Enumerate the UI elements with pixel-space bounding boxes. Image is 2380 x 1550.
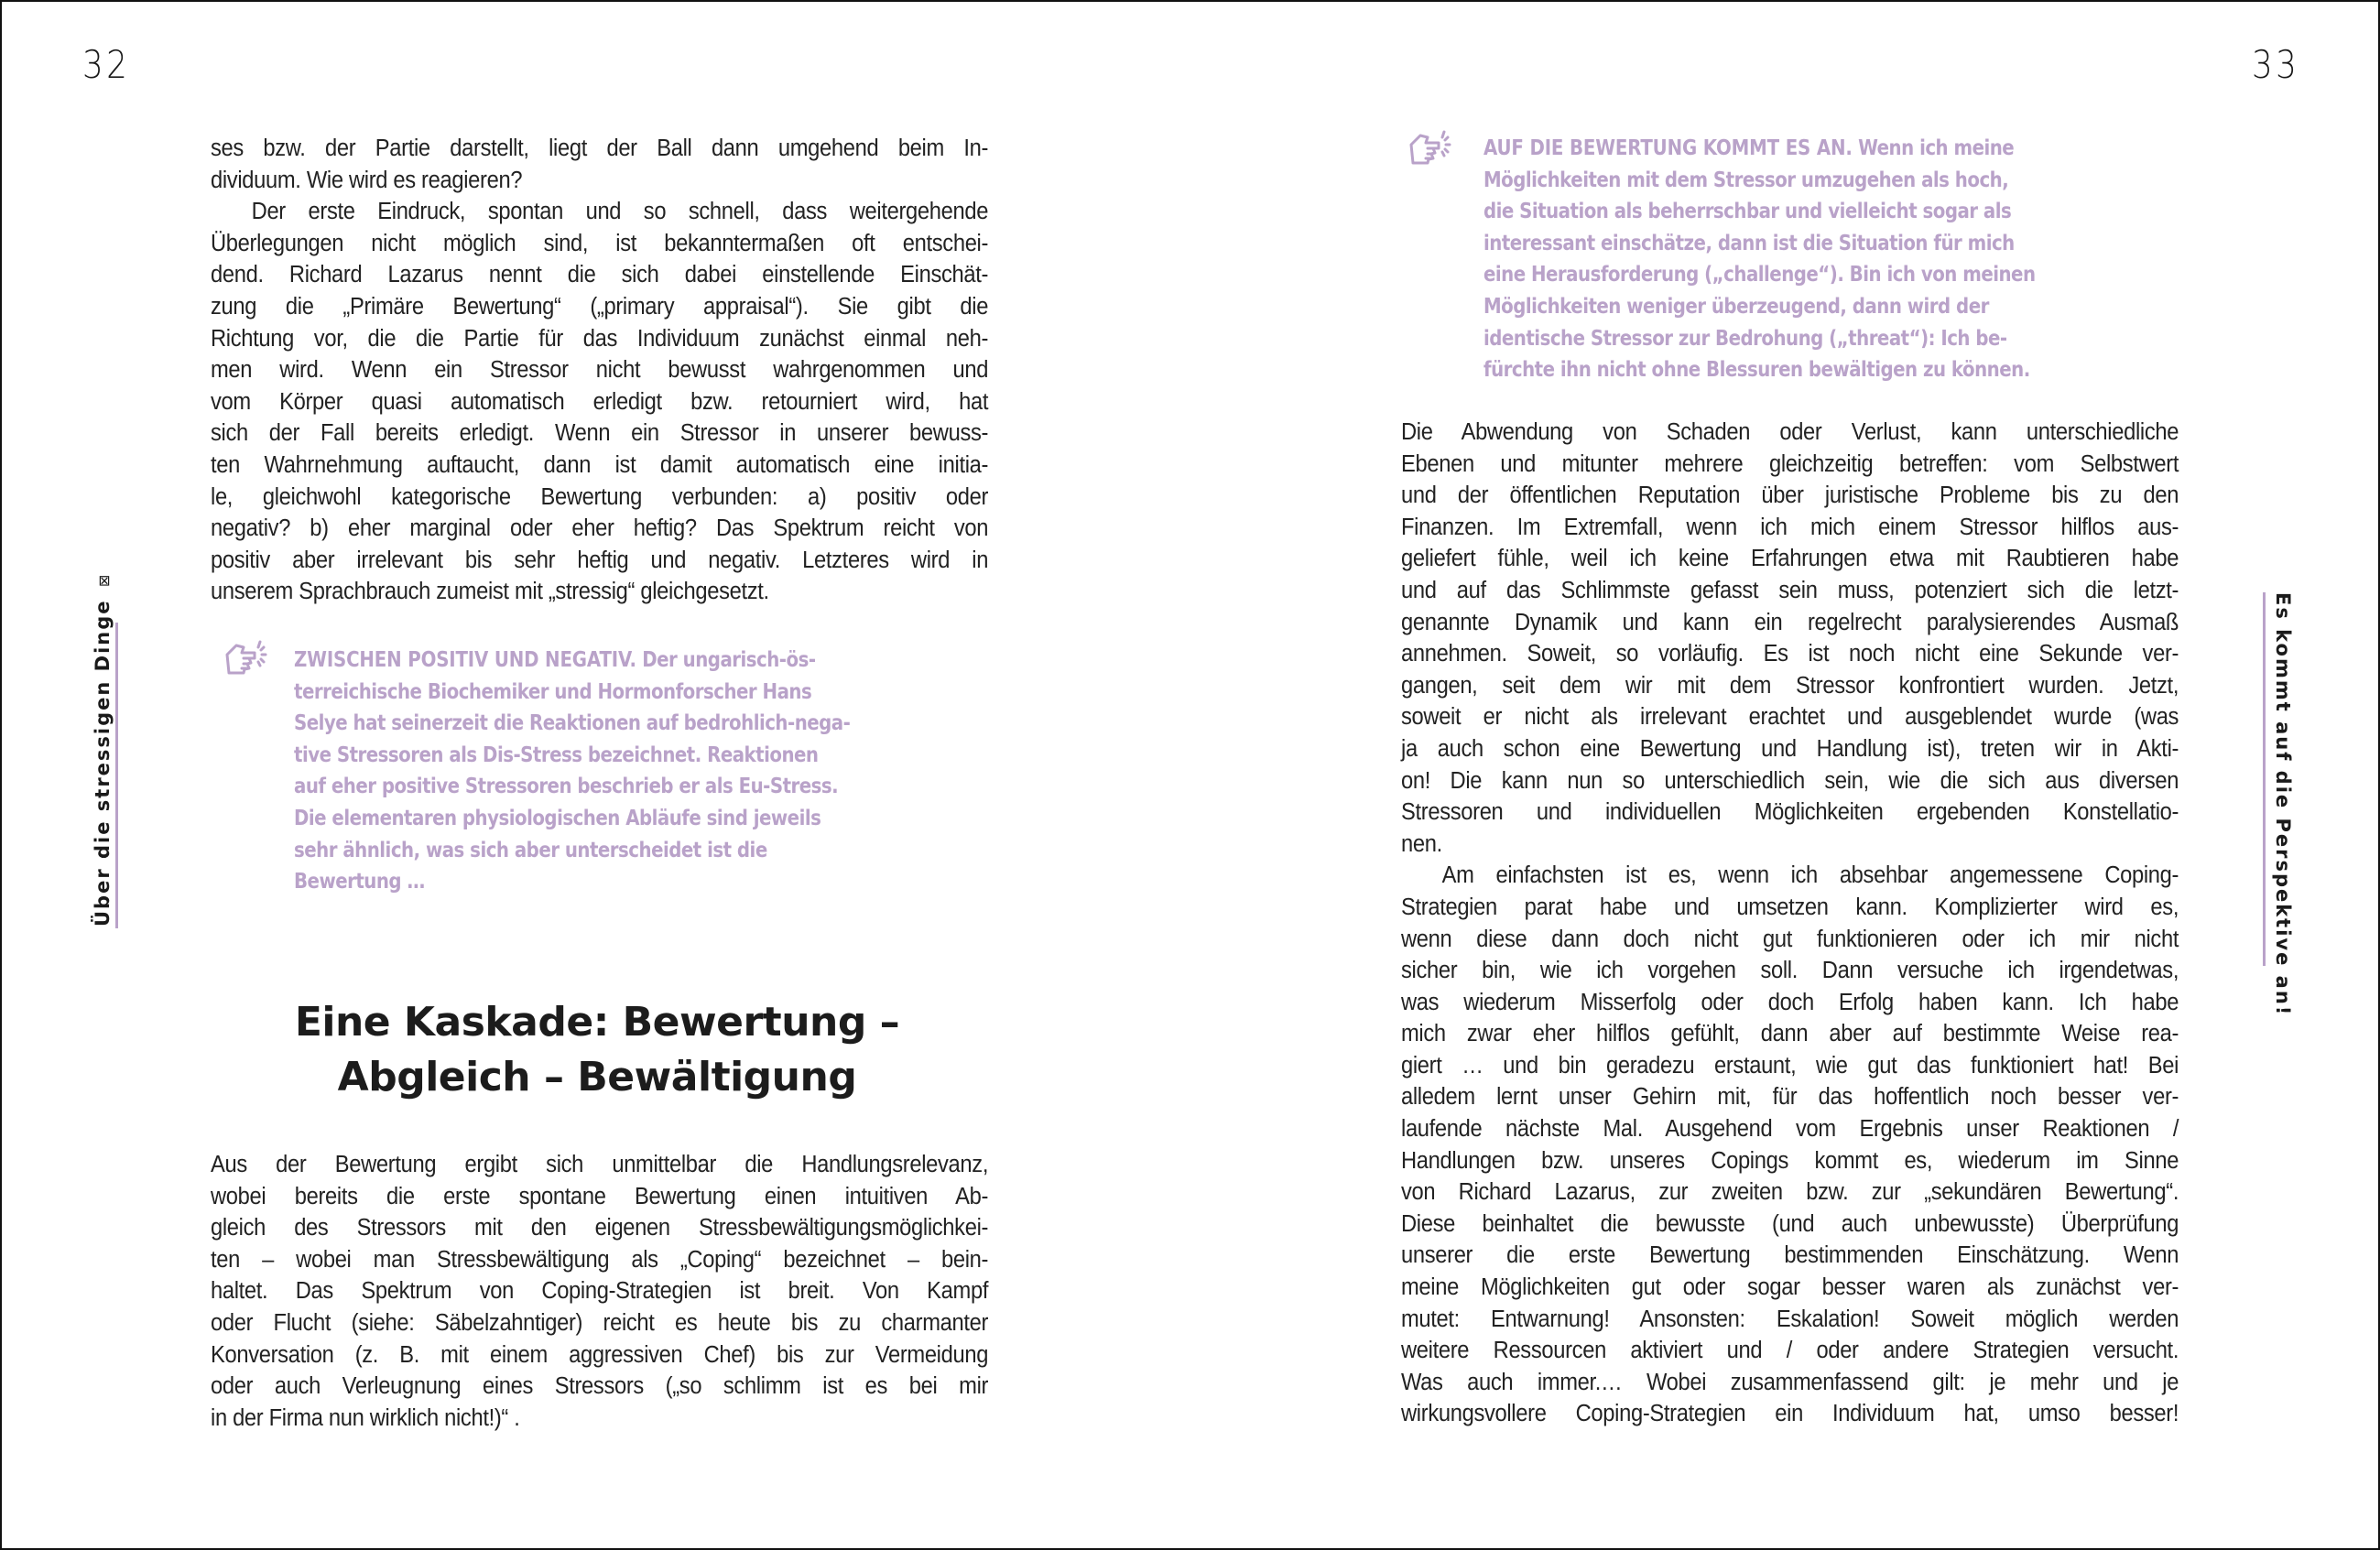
- text-line: genannte Dynamik und kann ein regelrecht paralysierendes Ausmaß: [1401, 609, 2179, 635]
- text-line: alledem lernt unser Gehirn mit, für das hoffentlich noch besser ver-: [1401, 1084, 2179, 1111]
- left-section-text: [211, 1149, 989, 1434]
- callout-line: interessant einschätze, dann ist die Situation für mich: [1483, 231, 2015, 255]
- text-line: oder auch Verleugnung eines Stressors („so schlimm ist es bei mir: [211, 1373, 989, 1400]
- right-body-text: [1401, 417, 2179, 1430]
- text-line: mutet: Entwarnung! Ansonsten: Eskalation! Soweit möglich werden: [1401, 1306, 2179, 1332]
- side-label-rule-right: [2263, 592, 2266, 966]
- text-line: soweit er nicht als irrelevant erachtet und ausgeblendet wurde (was: [1401, 704, 2179, 731]
- callout-line: eine Herausforderung („challenge“). Bin ich von meinen: [1483, 263, 2036, 287]
- text-line: men wird. Wenn ein Stressor nicht bewusst wahrgenommen und: [211, 357, 989, 384]
- text-line: laufende nächste Mal. Ausgehend vom Ergebnis unser Reaktionen /: [1401, 1116, 2179, 1143]
- side-label-rule-left: [115, 623, 118, 928]
- callout-line: Die elementaren physiologischen Abläufe sind jeweils: [294, 806, 821, 830]
- text-line: was wiederum Misserfolg oder doch Erfolg haben kann. Ich habe: [1401, 989, 2179, 1015]
- text-line: annehmen. Soweit, so vorläufig. Es ist noch nicht eine Sekunde ver-: [1401, 641, 2179, 667]
- text-line: gangen, seit dem wir mit dem Stressor konfrontiert wurden. Jetzt,: [1401, 672, 2179, 699]
- text-line: Der erste Eindruck, spontan und so schnell, dass weitergehende: [251, 199, 989, 225]
- callout-line: sehr ähnlich, was sich aber unterscheidet ist die: [294, 838, 767, 862]
- text-line: zung die „Primäre Bewertung“ („primary appraisal“). Sie gibt die: [211, 293, 989, 320]
- text-line: Überlegungen nicht möglich sind, ist bekanntermaßen oft entschei-: [211, 230, 989, 256]
- text-line: Aus der Bewertung ergibt sich unmittelbar die Handlungsrelevanz,: [211, 1152, 989, 1177]
- text-line: Strategien parat habe und umsetzen kann. Komplizierter wird es,: [1401, 894, 2179, 920]
- text-line: haltet. Das Spektrum von Coping-Strategien ist breit. Von Kampf: [211, 1278, 989, 1305]
- text-line: ten – wobei man Stressbewältigung als „Coping“ bezeichnet – bein-: [211, 1246, 989, 1273]
- text-line: wobei bereits die erste spontane Bewertung einen intuitiven Ab-: [211, 1183, 989, 1209]
- text-line: mich zwar eher hilflos gefühlt, dann aber auf bestimmte Weise rea-: [1401, 1021, 2179, 1047]
- boxed-x-icon: ⊠: [95, 572, 113, 588]
- text-line: Finanzen. Im Extremfall, wenn ich mich einem Stressor hilflos aus-: [1401, 514, 2179, 540]
- callout-lead: ZWISCHEN POSITIV UND NEGATIV.: [294, 648, 636, 672]
- text-line: geliefert fühle, weil ich keine Erfahrungen etwa mit Raubtieren habe: [1401, 546, 2179, 572]
- text-line: sich der Fall bereits erledigt. Wenn ein Stressor in unserer bewuss-: [211, 420, 989, 447]
- text-line: in der Firma nun wirklich nicht!)“ .: [211, 1404, 520, 1431]
- text-line: unserer die erste Bewertung bestimmenden Einschätzung. Wenn: [1401, 1242, 2179, 1269]
- text-line: Diese beinhaltet die bewusste (und auch unbewusste) Überprüfung: [1401, 1210, 2179, 1237]
- callout-lead: AUF DIE BEWERTUNG KOMMT ES AN.: [1483, 136, 1853, 160]
- page-number-left: 32: [82, 42, 131, 87]
- text-line: Handlungen bzw. unseres Copings kommt es, wiederum im Sinne: [1401, 1147, 2179, 1174]
- text-line: ses bzw. der Partie darstellt, liegt der Ball dann umgehend beim In-: [211, 135, 989, 161]
- text-line: gleich des Stressors mit den eigenen Stressbewältigungsmöglichkei-: [211, 1215, 989, 1241]
- text-line: Richtung vor, die die Partie für das Individuum zunächst einmal neh-: [211, 325, 989, 352]
- left-body-text: [211, 133, 989, 608]
- text-line: le, gleichwohl kategorische Bewertung verbunden: a) positiv oder: [211, 483, 989, 510]
- callout-left: ZWISCHEN POSITIV UND NEGATIV. Der ungarisch-ös- terreichische Biochemiker und Hormonforscher Hans Selye hat seinerzeit die Reaktionen auf bedrohlich-nega- tive Stressoren als Dis-Stress bezeichnet. Reaktionen auf eher positive Stressoren beschrieb er als Eu-Stress. Die elementaren physiologischen Abläufe sind jeweils sehr ähnlich, was sich aber unterscheidet ist die Bewertung …: [294, 645, 940, 898]
- callout-line: fürchte ihn nicht ohne Blessuren bewältigen zu können.: [1483, 358, 2030, 383]
- page-number-right: 33: [2252, 42, 2300, 87]
- text-line: von Richard Lazarus, zur zweiten bzw. zur „sekundären Bewertung“.: [1401, 1179, 2179, 1206]
- text-line: on! Die kann nun so unterschiedlich sein, wie die sich aus diversen: [1401, 767, 2179, 794]
- callout-line: die Situation als beherrschbar und vielleicht sogar als: [1483, 200, 2012, 224]
- text-line: sicher bin, wie ich vorgehen soll. Dann versuche ich irgendetwas,: [1401, 958, 2179, 984]
- text-line: meine Möglichkeiten gut oder sogar besser waren als zunächst ver-: [1401, 1274, 2179, 1301]
- callout-line: Bewertung …: [294, 870, 425, 894]
- text-line: ja auch schon eine Bewertung und Handlung ist), treten wir in Akti-: [1401, 735, 2179, 762]
- text-line: positiv aber irrelevant bis sehr heftig und negativ. Letzteres wird in: [211, 547, 989, 573]
- text-line: negativ? b) eher marginal oder eher heftig? Das Spektrum reicht von: [211, 515, 989, 542]
- text-line: Konversation (z. B. mit einem aggressiven Chef) bis zur Vermeidung: [211, 1341, 989, 1368]
- text-line: und auf das Schlimmste gefasst sein muss, potenziert sich die letzt-: [1401, 577, 2179, 603]
- text-line: nen.: [1401, 830, 1442, 857]
- text-line: unserem Sprachbrauch zumeist mit „stressig“ gleichgesetzt.: [211, 579, 769, 605]
- section-heading: Eine Kaskade: Bewertung – Abgleich – Bewältigung: [294, 999, 900, 1100]
- text-line: Was auch immer.… Wobei zusammenfassend gilt: je mehr und je: [1401, 1369, 2179, 1395]
- callout-line: Möglichkeiten weniger überzeugend, dann wird der: [1483, 294, 1989, 319]
- callout-line: tive Stressoren als Dis-Stress bezeichnet. Reaktionen: [294, 742, 819, 767]
- callout-right: AUF DIE BEWERTUNG KOMMT ES AN. Wenn ich meine Möglichkeiten mit dem Stressor umzugehen als hoch, die Situation als beherrschbar und vielleicht sogar als interessant einschätze, dann ist die Situation für mich eine Herausforderung („challenge“). Bin ich von meinen Möglichkeiten weniger überzeugend, dann wird der identische Stressor zur Bedrohung („threat“): Ich be- fürchte ihn nicht ohne Blessuren bewältigen zu können.: [1483, 133, 2125, 386]
- side-label-right: Es kommt auf die Perspektive an!: [2272, 592, 2294, 1017]
- text-line: weitere Ressourcen aktiviert und / oder andere Strategien versucht.: [1401, 1338, 2179, 1364]
- text-line: dend. Richard Lazarus nennt die sich dabei einstellende Einschät-: [211, 262, 989, 288]
- text-line: dividuum. Wie wird es reagieren?: [211, 167, 523, 193]
- text-line: Die Abwendung von Schaden oder Verlust, kann unterschiedliche: [1401, 419, 2179, 445]
- text-line: Stressoren und individuellen Möglichkeiten ergebenden Konstellatio-: [1401, 799, 2179, 826]
- text-line: Ebenen und mitunter mehrere gleichzeitig betreffen: vom Selbstwert: [1401, 450, 2179, 477]
- pointing-hand-icon: [1406, 128, 1466, 168]
- text-line: giert … und bin geradezu erstaunt, wie gut das funktioniert hat! Bei: [1401, 1052, 2179, 1078]
- callout-line: terreichische Biochemiker und Hormonforscher Hans: [294, 679, 812, 704]
- callout-line: Möglichkeiten mit dem Stressor umzugehen als hoch,: [1483, 168, 2009, 192]
- callout-line: Selye hat seinerzeit die Reaktionen auf bedrohlich-nega-: [294, 711, 851, 736]
- text-line: wenn diese dann doch nicht gut funktionieren oder ich mir nicht: [1401, 926, 2179, 952]
- callout-line: identische Stressor zur Bedrohung („threat“): Ich be-: [1483, 326, 2007, 351]
- pointing-hand-icon: [222, 638, 282, 678]
- text-line: und der öffentlichen Reputation über juristische Probleme bis zu den: [1401, 482, 2179, 509]
- callout-line: auf eher positive Stressoren beschrieb er als Eu-Stress.: [294, 775, 839, 799]
- text-line: wirkungsvollere Coping-Strategien ein Individuum hat, umso besser!: [1401, 1401, 2179, 1427]
- text-line: oder Flucht (siehe: Säbelzahntiger) reicht es heute bis zu charmanter: [211, 1309, 989, 1336]
- text-line: ten Wahrnehmung auftaucht, dann ist damit automatisch eine initia-: [211, 451, 989, 478]
- text-line: Am einfachsten ist es, wenn ich absehbar angemessene Coping-: [1441, 862, 2179, 889]
- side-label-left: Über die stressigen Dinge ⊠: [92, 572, 114, 927]
- text-line: vom Körper quasi automatisch erledigt bzw. retourniert wird, hat: [211, 388, 989, 415]
